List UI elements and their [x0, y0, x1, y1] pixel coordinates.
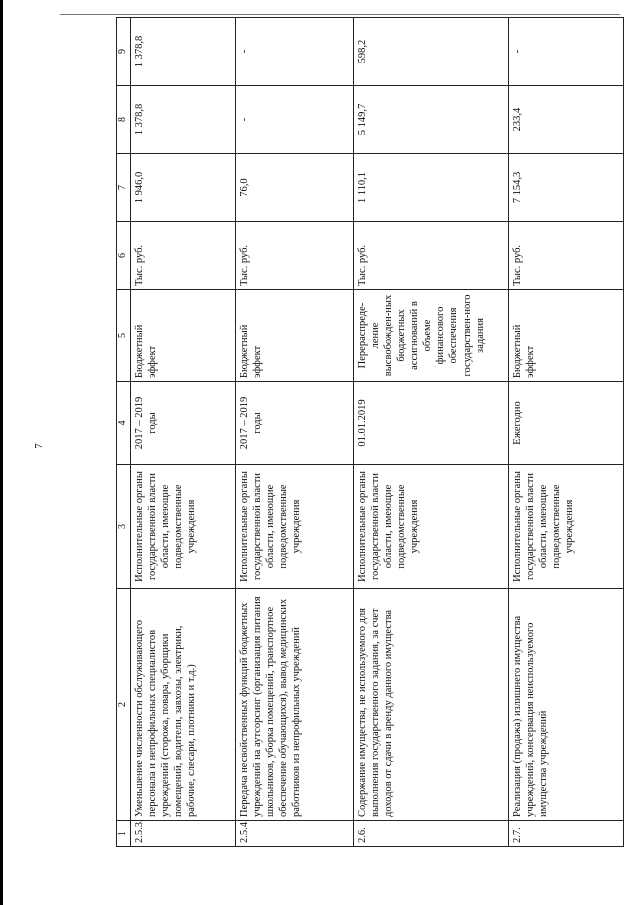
effect-text: Бюджетный эффект — [508, 290, 623, 382]
row-number: 2.6. — [353, 821, 508, 847]
term-text: 2017 – 2019 годы — [130, 382, 235, 465]
value-col8: 1 378,8 — [130, 86, 235, 154]
col-header-2: 2 — [117, 589, 131, 821]
value-col8: - — [235, 86, 353, 154]
measure-text: Передача несвойственных функций бюджетных учреждений на аутсорсинг (организация питания школьников, уборка помещений, транспортное обеспечение обучающихся), вывод медицинских работников из непрофильных учреждений — [235, 589, 353, 821]
unit-text: Тыс. руб. — [353, 222, 508, 290]
table-row — [353, 18, 508, 847]
term-text: 2017 – 2019 годы — [235, 382, 353, 465]
measures-table — [116, 17, 624, 847]
executor-text: Исполнительные органы государственной власти области, имеющие подведомственные учреждения — [508, 465, 623, 589]
measure-text: Содержание имущества, не используемого для выполнения государственного задания, за счет доходов от сдачи в аренду данного имущества — [353, 589, 508, 821]
value-col8: 233,4 — [508, 86, 623, 154]
scan-edge — [0, 0, 3, 905]
col-header-4: 4 — [117, 382, 131, 465]
row-number: 2.7. — [508, 821, 623, 847]
value-col7: 1 946,0 — [130, 154, 235, 222]
row-number: 2.5.4. — [235, 821, 353, 847]
col-header-3: 3 — [117, 465, 131, 589]
value-col9: - — [235, 18, 353, 86]
value-col7: 7 154,3 — [508, 154, 623, 222]
col-header-9: 9 — [117, 18, 131, 86]
table-row — [235, 18, 353, 847]
value-col8: 5 149,7 — [353, 86, 508, 154]
unit-text: Тыс. руб. — [235, 222, 353, 290]
col-header-5: 5 — [117, 290, 131, 382]
document-table-rotated — [116, 18, 621, 847]
value-col9: - — [508, 18, 623, 86]
term-text: 01.01.2019 — [353, 382, 508, 465]
effect-text: Бюджетный эффект — [130, 290, 235, 382]
value-col7: 1 110,1 — [353, 154, 508, 222]
executor-text: Исполнительные органы государственной власти области, имеющие подведомственные учреждения — [353, 465, 508, 589]
value-col7: 76,0 — [235, 154, 353, 222]
measure-text: Реализация (продажа) излишнего имущества учреждений, консервация неиспользуемого имущества учреждений — [508, 589, 623, 821]
table-row — [130, 18, 235, 847]
header-row — [117, 18, 131, 847]
col-header-6: 6 — [117, 222, 131, 290]
effect-text: Перераспреде-ление высвобожден-ных бюджетных ассигнований в объеме финансового обеспечения государствен-ного задания — [353, 290, 508, 382]
executor-text: Исполнительные органы государственной власти области, имеющие подведомственные учреждения — [235, 465, 353, 589]
value-col9: 1 378,8 — [130, 18, 235, 86]
executor-text: Исполнительные органы государственной власти области, имеющие подведомственные учреждения — [130, 465, 235, 589]
col-header-7: 7 — [117, 154, 131, 222]
unit-text: Тыс. руб. — [130, 222, 235, 290]
term-text: Ежегодно — [508, 382, 623, 465]
page-number: 7 — [32, 443, 45, 449]
effect-text: Бюджетный эффект — [235, 290, 353, 382]
value-col9: 598,2 — [353, 18, 508, 86]
measure-text: Уменьшение численности обслуживающего персонала и непрофильных специалистов учреждений (сторожа, повара, уборщики помещений, водители, завхозы, электрики, рабочие, слесари, плотники и т.д.) — [130, 589, 235, 821]
col-header-1: 1 — [117, 821, 131, 847]
col-header-8: 8 — [117, 86, 131, 154]
row-number: 2.5.3. — [130, 821, 235, 847]
table-row — [508, 18, 623, 847]
scan-artifact-line — [60, 14, 620, 15]
unit-text: Тыс. руб. — [508, 222, 623, 290]
